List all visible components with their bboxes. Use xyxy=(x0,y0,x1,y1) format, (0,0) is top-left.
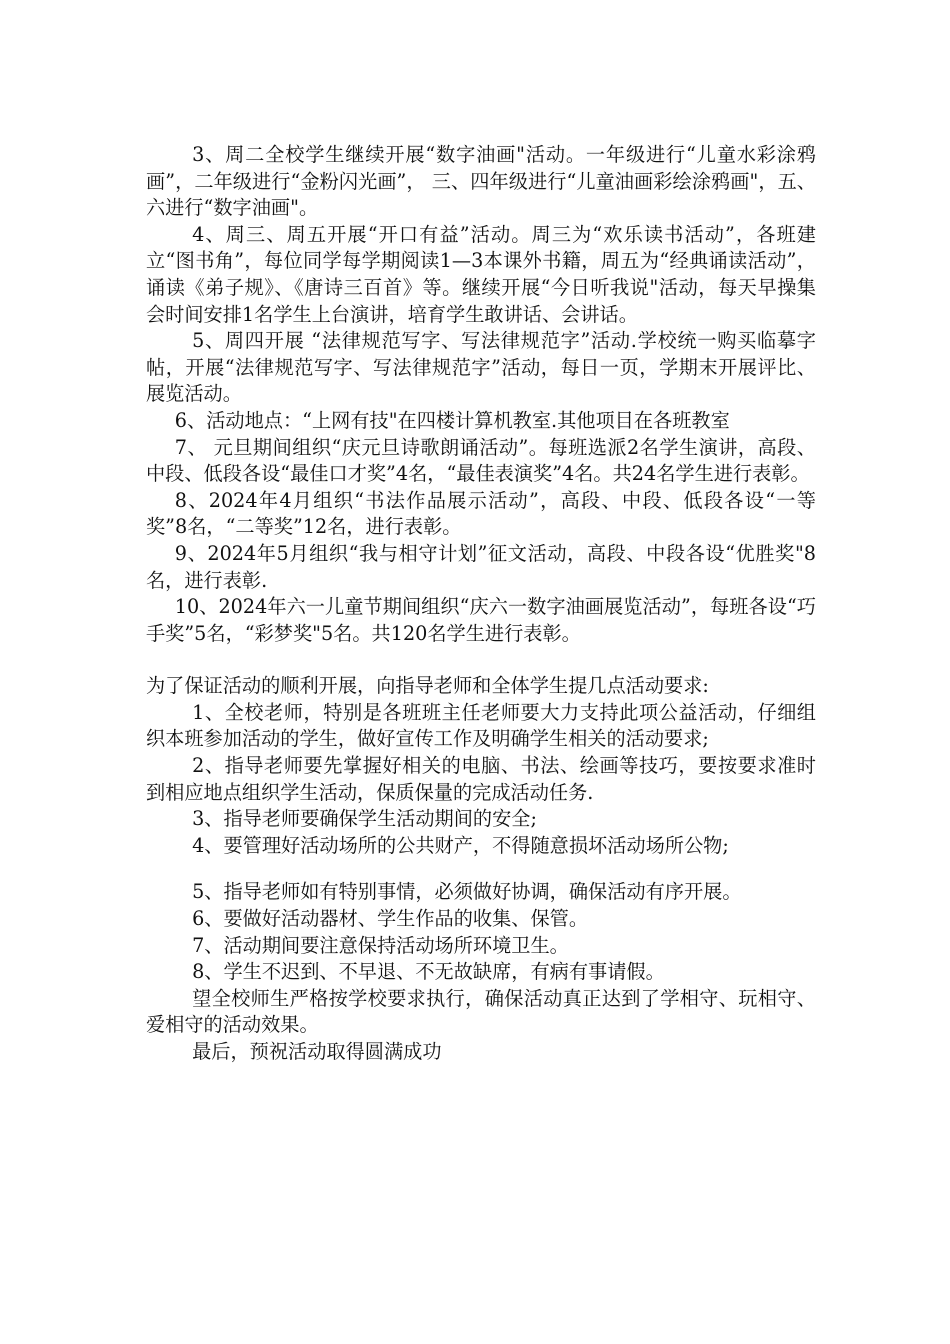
activity-paragraph-3: 3、周二全校学生继续开展“数字油画"活动。一年级进行“儿童水彩涂鸦画”，二年级进行“金粉闪光画”， 三、四年级进行“儿童油画彩绘涂鸦画"，五、六进行“数字油画"。 xyxy=(146,143,816,220)
activity-paragraph-6: 6、活动地点：“上网有技"在四楼计算机教室.其他项目在各班教室 xyxy=(174,408,730,432)
activity-paragraph-10: 10、2024年六一儿童节期间组织“庆六一数字油画展览活动”，每班各设“巧手奖”5名，“彩梦奖"5名。共120名学生进行表彰。 xyxy=(146,595,816,645)
requirement-item-7: 7、活动期间要注意保持活动场所环境卫生。 xyxy=(192,933,569,957)
requirement-item-5: 5、指导老师如有特别事情，必须做好协调，确保活动有序开展。 xyxy=(192,880,742,904)
closing-wish: 最后，预祝活动取得圆满成功 xyxy=(192,1040,442,1063)
activity-paragraph-5: 5、周四开展 “法律规范写字、写法律规范字”活动.学校统一购买临摹字帖，开展“法律规范写字、写法律规范字”活动，每日一页，学期末开展评比、展览活动。 xyxy=(146,329,816,406)
requirement-item-6: 6、要做好活动器材、学生作品的收集、保管。 xyxy=(192,907,589,931)
requirement-item-8: 8、学生不迟到、不早退、不无故缺席，有病有事请假。 xyxy=(192,960,665,984)
requirement-item-1: 1、全校老师，特别是各班班主任老师要大力支持此项公益活动，仔细组织本班参加活动的学生，做好宣传工作及明确学生相关的活动要求; xyxy=(146,700,816,751)
requirements-intro: 为了保证活动的顺利开展，向指导老师和全体学生提几点活动要求: xyxy=(146,674,709,698)
closing-paragraph: 望全校师生严格按学校要求执行，确保活动真正达到了学相守、玩相守、爱相守的活动效果。 xyxy=(146,986,816,1037)
document-body xyxy=(146,142,816,1066)
activity-paragraph-8: 8、2024年4月组织“书法作品展示活动”，高段、中段、低段各设“一等奖”8名，“二等奖”12名，进行表彰。 xyxy=(146,488,816,539)
requirement-item-4: 4、要管理好活动场所的公共财产，不得随意损坏活动场所公物; xyxy=(192,833,729,857)
activity-paragraph-4: 4、周三、周五开展“开口有益”活动。周三为“欢乐读书活动”，各班建立“图书角”，每位同学每学期阅读1—3本课外书籍，周五为“经典诵读活动”，诵读《弟子规》、《唐诗三百首》等。继续开展“今日听我说"活动，每天早操集会时间安排1名学生上台演讲，培育学生敢讲话、会讲话。 xyxy=(146,222,816,326)
requirement-item-3: 3、指导老师要确保学生活动期间的安全; xyxy=(192,807,537,831)
requirement-item-2: 2、指导老师要先掌握好相关的电脑、书法、绘画等技巧，要按要求准时到相应地点组织学生活动，保质保量的完成活动任务. xyxy=(146,754,816,804)
activity-paragraph-9: 9、2024年5月组织“我与相守计划”征文活动，高段、中段各设“优胜奖"8名，进行表彰. xyxy=(146,541,816,592)
paragraph-spacer xyxy=(146,647,816,673)
activity-paragraph-7: 7、 元旦期间组织“庆元旦诗歌朗诵活动”。每班选派2名学生演讲，高段、中段、低段各设“最佳口才奖”4名，“最佳表演奖”4名。共24名学生进行表彰。 xyxy=(146,435,816,486)
paragraph-spacer xyxy=(146,859,816,879)
